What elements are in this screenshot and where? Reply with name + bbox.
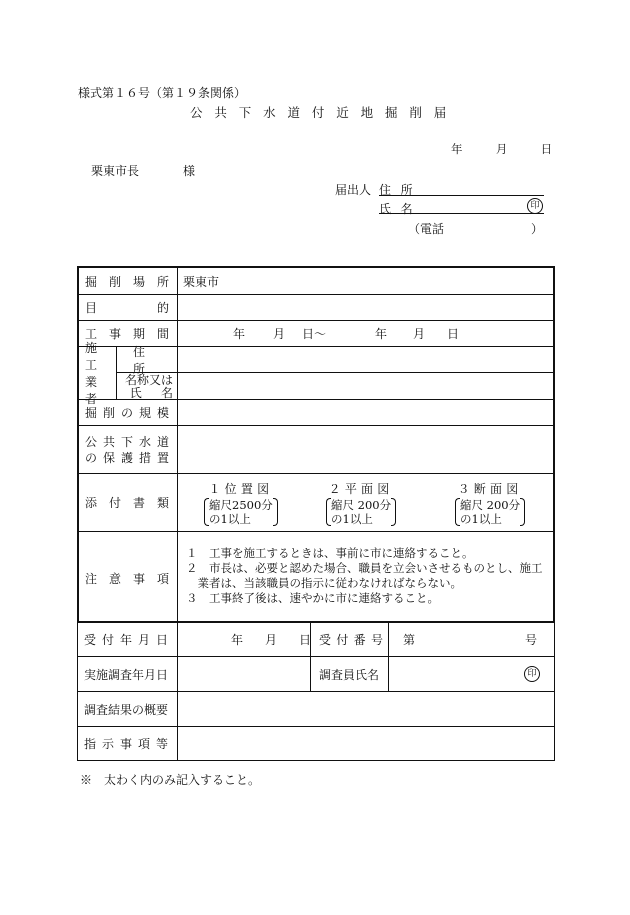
note-item: １ 工事を施工するときは、事前に市に連絡すること。 xyxy=(186,546,474,560)
receipt-date-label xyxy=(78,623,177,657)
date-year: 年 xyxy=(451,142,463,156)
receipt-number-label-text: 受 付 番 号 xyxy=(319,633,383,647)
attachment-scale-line2: の1以上 xyxy=(331,512,373,526)
contractor-name-label-line2: 氏名 xyxy=(129,386,193,400)
application-table xyxy=(77,266,555,623)
honorific: 様 xyxy=(183,164,196,178)
survey-date-label xyxy=(78,657,177,692)
attachments-label-text: 添 付 書 類 xyxy=(85,496,169,510)
contractor-label xyxy=(79,341,117,406)
attachment-scale-line1: 縮尺 200分 xyxy=(460,498,521,512)
contractor-address-label-text: 住所 xyxy=(133,344,165,376)
contractor-name-field[interactable] xyxy=(178,373,553,400)
row-scale xyxy=(79,400,553,426)
surveyor-field[interactable] xyxy=(389,657,554,692)
scale-label xyxy=(79,400,178,425)
period-end-day: 日 xyxy=(447,327,460,341)
instructions-field[interactable] xyxy=(177,727,554,760)
receipt-month: 月 xyxy=(265,633,278,647)
receipt-number-field[interactable] xyxy=(389,623,554,657)
surveyor-label xyxy=(311,657,389,692)
attachment-location-map xyxy=(204,480,278,526)
receipt-date-label-text: 受 付 年 月 日 xyxy=(84,633,168,647)
document-title: 公共下水道付近地掘削届 xyxy=(190,105,459,120)
applicant-address-label: 住所 xyxy=(379,183,423,197)
period-start-month: 月 xyxy=(273,327,286,341)
notes-label xyxy=(79,532,178,625)
protection-label-line1: 公 共 下 水 道 xyxy=(85,434,169,449)
attachment-scale xyxy=(326,498,396,526)
phone-label: （電話 xyxy=(408,222,445,236)
receipt-number-prefix: 第 xyxy=(403,633,416,647)
attachment-plan xyxy=(326,480,396,526)
attachment-title: １位置図 xyxy=(208,482,274,496)
period-start-year: 年 xyxy=(233,327,246,341)
contractor-address-field[interactable] xyxy=(178,347,553,372)
applicant-address-field[interactable] xyxy=(379,195,544,196)
contractor-name-label xyxy=(117,373,193,400)
scale-field[interactable] xyxy=(178,400,553,425)
row-contractor xyxy=(79,341,553,406)
row-excavation-place xyxy=(79,268,553,295)
excavation-place-label xyxy=(79,268,178,294)
note-item: 業者は、当該職員の指示に従わなければならない。 xyxy=(186,576,462,590)
survey-date-field[interactable] xyxy=(177,657,311,692)
surveyor-label-text: 調査員氏名 xyxy=(319,667,380,682)
receipt-number-label xyxy=(311,623,389,657)
receipt-date-field[interactable] xyxy=(177,623,311,657)
contractor-address-row xyxy=(117,344,553,376)
contractor-label-line2: 業者 xyxy=(85,375,101,406)
period-end-month: 月 xyxy=(413,327,426,341)
submission-date xyxy=(451,141,552,157)
seal-icon: 印 xyxy=(527,198,543,214)
survey-result-label-text: 調査結果の概要 xyxy=(84,702,169,717)
attachment-section xyxy=(455,480,525,526)
attachment-scale-line2: の1以上 xyxy=(209,512,251,526)
note-item: ２ 市長は、必要と認めた場合、職員を立会いさせるものとし、施工 xyxy=(186,561,543,575)
period-end-year: 年 xyxy=(375,327,388,341)
row-notes xyxy=(79,532,553,625)
protection-field[interactable] xyxy=(178,426,553,473)
applicant-name-label: 氏名 xyxy=(379,202,423,216)
protection-label xyxy=(79,426,178,473)
date-day: 日 xyxy=(540,142,553,156)
contractor-name-label-line1: 名称又は xyxy=(124,373,173,387)
purpose-label-text: 目 的 xyxy=(85,301,169,315)
attachment-scale-line2: の1以上 xyxy=(460,512,502,526)
form-number: 様式第１６号（第１９条関係） xyxy=(78,86,247,100)
row-purpose xyxy=(79,295,553,321)
survey-date-label-text: 実施調査年月日 xyxy=(84,667,169,682)
attachment-scale xyxy=(204,498,278,526)
notes-list xyxy=(186,546,546,606)
construction-period-field[interactable] xyxy=(178,321,553,346)
phone-close: ） xyxy=(531,222,544,236)
purpose-field[interactable] xyxy=(178,295,553,320)
period-start-day: 日～ xyxy=(302,327,327,341)
receipt-number-suffix: 号 xyxy=(525,633,538,647)
attachment-scale xyxy=(455,498,525,526)
instructions-label-text: 指 示 事 項 等 xyxy=(84,737,168,751)
contractor-address-label xyxy=(117,344,178,376)
excavation-place-field[interactable]: 栗東市 xyxy=(183,274,220,289)
survey-result-label xyxy=(78,692,177,727)
scale-label-text: 掘 削 の 規 模 xyxy=(85,406,169,420)
attachments-label xyxy=(79,474,178,531)
seal-icon: 印 xyxy=(524,666,540,682)
attachment-scale-line1: 縮尺2500分 xyxy=(209,498,273,512)
office-use-table xyxy=(77,623,555,761)
construction-period-label-text: 工 事 期 間 xyxy=(85,327,169,341)
attachments-field xyxy=(178,474,553,531)
contractor-label-line1: 施工 xyxy=(85,341,101,372)
attachment-title: ２平面図 xyxy=(328,482,394,496)
instructions-label xyxy=(78,727,177,760)
survey-result-field[interactable] xyxy=(177,692,554,727)
date-month: 月 xyxy=(495,142,508,156)
footnote: ※ 太わく内のみ記入すること。 xyxy=(80,773,261,787)
receipt-year: 年 xyxy=(231,633,244,647)
row-attachments xyxy=(79,474,553,532)
purpose-label xyxy=(79,295,178,320)
applicant-label: 届出人 xyxy=(335,183,372,197)
excavation-place-label-text: 掘 削 場 所 xyxy=(85,274,169,289)
protection-label-line2: の 保 護 措 置 xyxy=(85,450,169,465)
applicant-name-field[interactable] xyxy=(379,213,544,214)
addressee: 栗東市長 xyxy=(91,164,140,178)
note-item: ３ 工事終了後は、速やかに市に連絡すること。 xyxy=(186,591,439,605)
attachment-scale-line1: 縮尺 200分 xyxy=(331,498,392,512)
attachment-title: ３断面図 xyxy=(457,482,523,496)
receipt-day: 日 xyxy=(299,633,312,647)
notes-label-text: 注 意 事 項 xyxy=(85,572,169,586)
row-protection xyxy=(79,426,553,474)
contractor-name-row xyxy=(117,373,553,400)
